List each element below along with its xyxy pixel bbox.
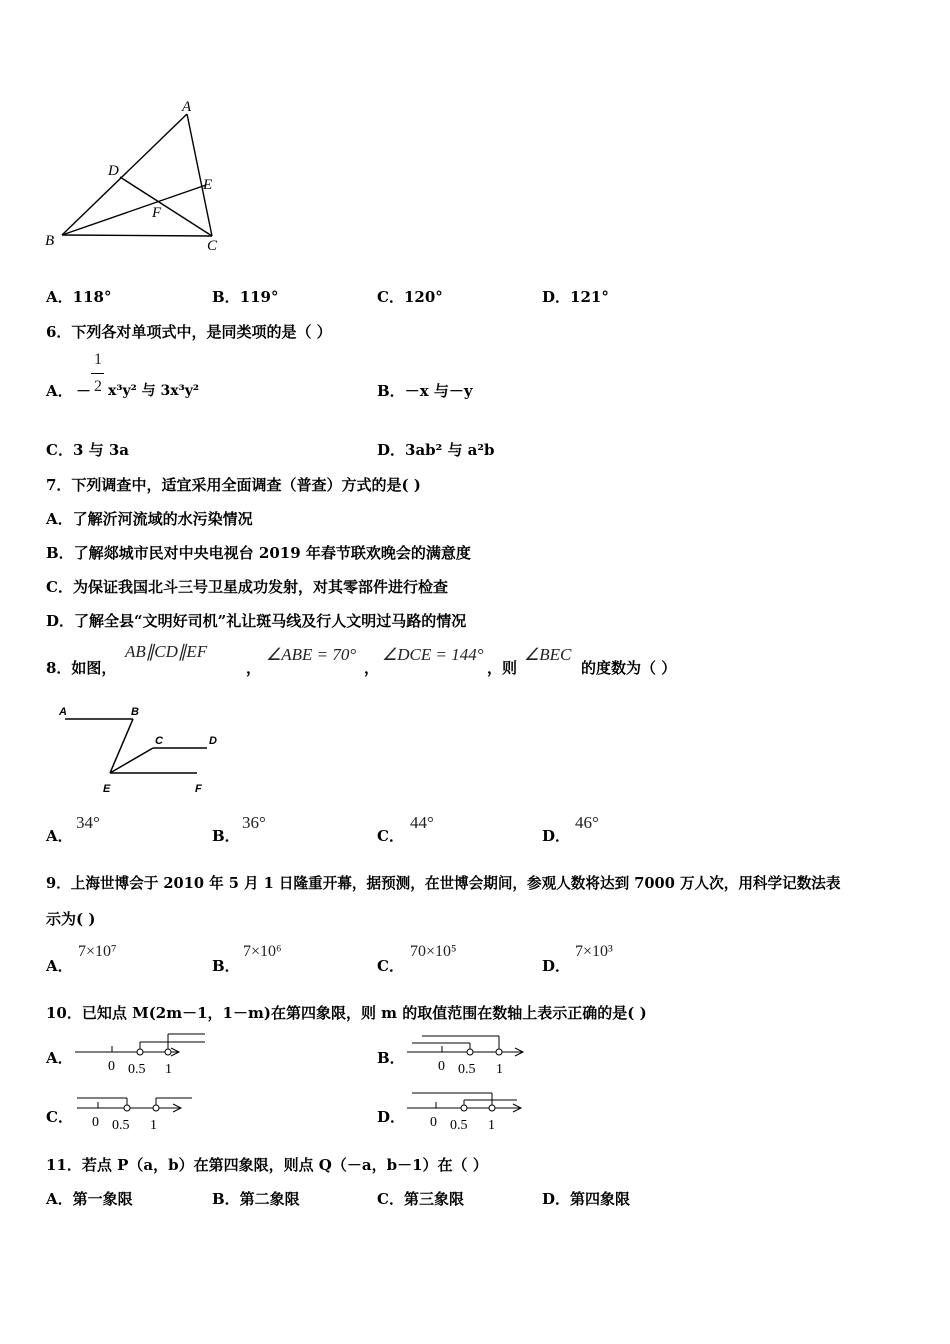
q5-label-f: F — [152, 205, 162, 221]
tick-0-5: 0.5 — [112, 1118, 130, 1133]
q11-option-b[interactable]: B．第二象限 — [212, 1190, 300, 1208]
tick-0: 0 — [430, 1115, 437, 1130]
q9-stem-line-2: 示为( ) — [46, 910, 96, 928]
tick-0-5: 0.5 — [450, 1118, 468, 1133]
q10-option-a-letter[interactable]: A． — [46, 1049, 73, 1067]
option-text: 120° — [403, 288, 443, 306]
q8-label-b: B — [131, 706, 139, 718]
option-letter: D． — [542, 288, 571, 306]
q8-option-c-letter[interactable]: C． — [377, 827, 404, 845]
q8-math-angle-bec: ∠BEC — [524, 645, 572, 664]
q9-option-a-letter[interactable]: A． — [46, 957, 73, 975]
q8-option-a-value: 34° — [76, 813, 100, 832]
q6-stem: 6．下列各对单项式中，是同类项的是（ ） — [46, 323, 332, 341]
q8-option-b-letter[interactable]: B． — [212, 827, 240, 845]
q7-option-d[interactable]: D．了解全县“文明好司机”礼让斑马线及行人文明过马路的情况 — [46, 612, 467, 630]
option-letter: D． — [377, 441, 406, 459]
option-letter: C． — [377, 288, 404, 306]
q8-option-d-letter[interactable]: D． — [542, 827, 571, 845]
q8-sep-2: ， — [364, 659, 380, 677]
q6-option-a-rest: x³y² 与 3x³y² — [108, 383, 199, 399]
q8-math-parallel: AB∥CD∥EF — [125, 642, 208, 661]
q8-label-d: D — [209, 735, 217, 747]
q5-label-b: B — [45, 233, 55, 249]
option-letter: C． — [46, 441, 73, 459]
tick-0: 0 — [92, 1115, 99, 1130]
q6-option-c[interactable] — [46, 439, 129, 460]
q6-option-a-letter[interactable]: A． — [46, 382, 73, 400]
tick-1: 1 — [150, 1118, 157, 1133]
q10-option-b-letter[interactable]: B． — [377, 1049, 405, 1067]
q5-option-d[interactable] — [542, 286, 609, 307]
q8-mid: ，则 — [487, 659, 518, 677]
q8-parallel-lines-figure — [55, 700, 235, 800]
q9-option-a-value: 7×10⁷ — [78, 943, 117, 960]
q5-label-d: D — [108, 163, 119, 179]
q6-fraction-bar — [91, 373, 104, 374]
q11-stem: 11．若点 P（a，b）在第四象限，则点 Q（－a，b－1）在（ ） — [46, 1156, 488, 1174]
option-letter: B． — [377, 382, 405, 400]
q6-fraction-denominator: 2 — [94, 378, 102, 395]
q6-fraction-numerator: 1 — [94, 351, 102, 368]
q10-numberline-d[interactable] — [402, 1088, 532, 1140]
q8-sep-1: ， — [246, 659, 262, 677]
q8-math-angle-abe: ∠ABE = 70° — [266, 645, 357, 664]
tick-1: 1 — [488, 1118, 495, 1133]
q6-option-b[interactable] — [377, 380, 473, 401]
q7-option-c[interactable]: C．为保证我国北斗三号卫星成功发射，对其零部件进行检查 — [46, 578, 448, 596]
q9-option-b-value: 7×10⁶ — [243, 943, 282, 960]
option-letter: B． — [212, 288, 240, 306]
q10-option-d-letter[interactable]: D． — [377, 1108, 406, 1126]
q9-stem-line-1: 9．上海世博会于 2010 年 5 月 1 日隆重开幕，据预测，在世博会期间，参观人数将达到 7000 万人次，用科学记数法表 — [46, 875, 841, 892]
q5-option-a[interactable] — [46, 286, 111, 307]
q11-option-c[interactable]: C．第三象限 — [377, 1190, 464, 1208]
option-text: 3 与 3a — [72, 441, 129, 459]
tick-1: 1 — [496, 1062, 503, 1077]
q8-option-c-value: 44° — [410, 813, 434, 832]
option-text: 119° — [239, 288, 279, 306]
tick-0: 0 — [108, 1059, 115, 1074]
q8-label-a: A — [59, 706, 67, 718]
q8-suffix: 的度数为（ ） — [581, 659, 677, 677]
q10-option-c-letter[interactable]: C． — [46, 1108, 73, 1126]
q8-math-angle-dce: ∠DCE = 144° — [382, 645, 484, 664]
q9-option-d-value: 7×10³ — [575, 943, 613, 960]
q11-option-a[interactable]: A．第一象限 — [46, 1190, 133, 1208]
q5-label-e: E — [203, 177, 213, 193]
tick-1: 1 — [165, 1062, 172, 1077]
q9-option-c-letter[interactable]: C． — [377, 957, 404, 975]
q10-numberline-c[interactable] — [72, 1088, 202, 1140]
q5-option-c[interactable] — [377, 286, 443, 307]
q8-option-d-value: 46° — [575, 813, 599, 832]
q8-label-e: E — [103, 783, 111, 795]
q10-numberline-b[interactable] — [402, 1030, 532, 1082]
q5-option-b[interactable] — [212, 286, 279, 307]
q11-option-d[interactable]: D．第四象限 — [542, 1190, 631, 1208]
q7-option-b[interactable]: B．了解郯城市民对中央电视台 2019 年春节联欢晚会的满意度 — [46, 544, 471, 562]
q8-option-b-value: 36° — [242, 813, 266, 832]
q7-stem: 7．下列调查中，适宜采用全面调查（普查）方式的是( ) — [46, 476, 421, 494]
q8-label-f: F — [195, 783, 202, 795]
q8-option-a-letter[interactable]: A． — [46, 827, 73, 845]
option-text: 3ab² 与 a²b — [405, 441, 495, 459]
option-text: 118° — [72, 288, 112, 306]
q8-label-c: C — [155, 735, 163, 747]
option-letter: A． — [46, 288, 73, 306]
q10-numberline-a[interactable] — [70, 1028, 215, 1080]
q5-label-a: A — [182, 99, 192, 115]
q6-option-a-neg: － — [76, 382, 92, 400]
q9-option-c-value: 70×10⁵ — [410, 943, 457, 960]
tick-0-5: 0.5 — [458, 1062, 476, 1077]
q9-option-b-letter[interactable]: B． — [212, 957, 240, 975]
q5-label-c: C — [207, 238, 218, 254]
tick-0: 0 — [438, 1059, 445, 1074]
q8-prefix: 8．如图， — [46, 659, 117, 677]
q10-stem: 10．已知点 M(2m－1，1－m)在第四象限，则 m 的取值范围在数轴上表示正确的是( ) — [46, 1004, 647, 1022]
option-text: －x 与－y — [404, 382, 473, 400]
q6-option-d[interactable] — [377, 439, 494, 460]
tick-0-5: 0.5 — [128, 1062, 146, 1077]
option-text: 121° — [570, 288, 609, 306]
q5-triangle-figure — [40, 95, 230, 260]
q9-option-d-letter[interactable]: D． — [542, 957, 571, 975]
q7-option-a[interactable]: A．了解沂河流域的水污染情况 — [46, 510, 253, 528]
